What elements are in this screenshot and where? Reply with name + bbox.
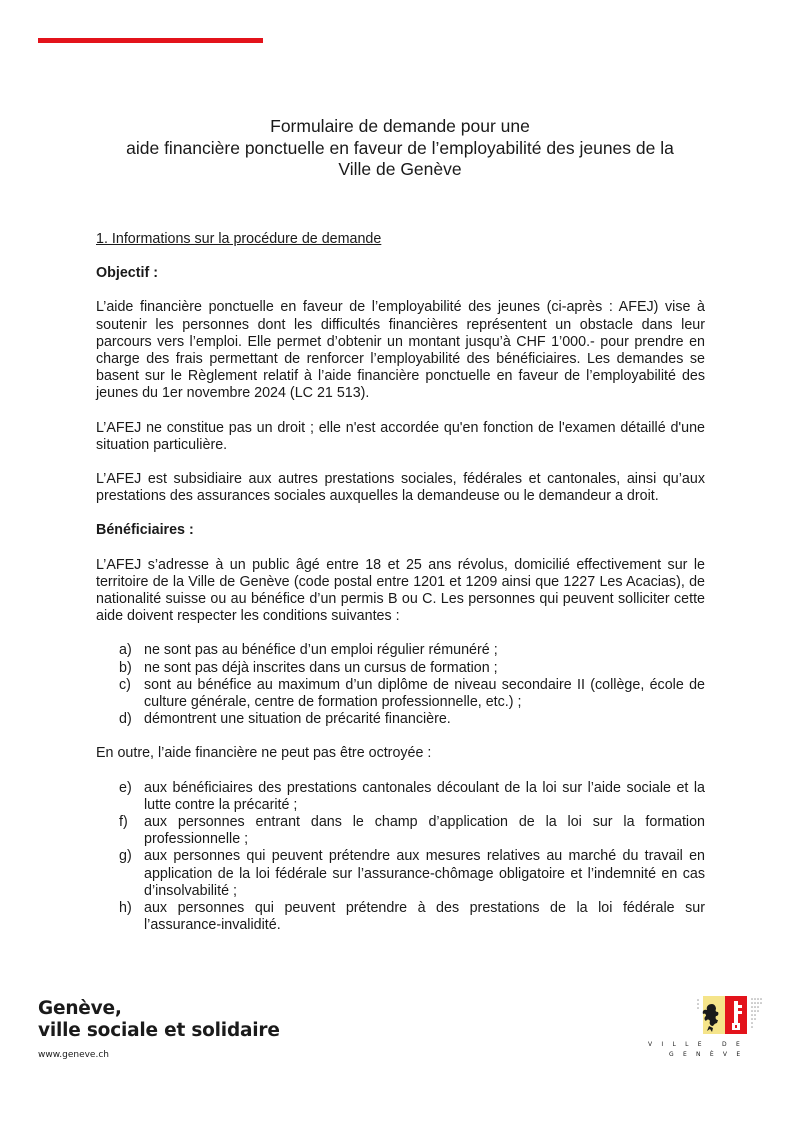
beneficiaires-heading: Bénéficiaires : [96, 522, 194, 539]
list-item [119, 900, 705, 934]
beneficiaires-intro: L’AFEJ s’adresse à un public âgé entre 18 et 25 ans révolus, domicilié effectivement sur le territoire de la Ville de Genève (code postal entre 1201 et 1209 ainsi que 1227 Les Acacias), de nationalité suisse ou au bénéfice d’un permis B ou C. Les personnes qui peuvent solliciter cette aide doivent respecter les conditions suivantes : [96, 556, 705, 625]
list-item-text: aux bénéficiaires des prestations cantonales découlant de la loi sur l’aide sociale et la lutte contre la précarité ; [144, 779, 705, 813]
objectif-heading: Objectif : [96, 265, 158, 282]
exclusions-intro: En outre, l’aide financière ne peut pas être octroyée : [96, 745, 432, 762]
list-item [119, 677, 705, 711]
logo-text-ville-de: VILLE DE [648, 1041, 750, 1048]
exclusions-list [119, 780, 705, 935]
footer-slogan-line-1: Genève, [38, 998, 122, 1019]
footer-slogan [38, 998, 280, 1042]
list-item-text: démontrent une situation de précarité financière. [144, 711, 451, 728]
list-item-letter: h) [119, 900, 132, 917]
list-item [119, 711, 705, 728]
list-item-letter: e) [119, 779, 132, 796]
objectif-paragraph-1: L’aide financière ponctuelle en faveur de l’employabilité des jeunes (ci-après : AFEJ) vise à soutenir les personnes dont les difficultés financières représentent un obstacle dans leur parcours vers l’emploi. Elle permet d’obtenir un montant jusqu’à CHF 1’000.- pour prendre en charge des frais permettant de renforcer l’employabilité des bénéficiaires. Les demandes se basent sur le Règlement relatif à l’aide financière ponctuelle en faveur de l’employabilité des jeunes du 1er novembre 2024 (LC 21 513). [96, 299, 705, 402]
list-item [119, 642, 705, 659]
list-item [119, 780, 705, 814]
list-item-letter: d) [119, 711, 132, 728]
list-item-text: ne sont pas au bénéfice d’un emploi régulier rémunéré ; [144, 642, 498, 659]
list-item-text: sont au bénéfice au maximum d’un diplôme de niveau secondaire II (collège, école de culture générale, centre de formation professionnelle, etc.) ; [144, 676, 705, 711]
list-item-letter: b) [119, 659, 132, 676]
footer-url: www.geneve.ch [38, 1050, 109, 1060]
document-title [60, 116, 740, 181]
title-line-2: aide financière ponctuelle en faveur de l’employabilité des jeunes de la [126, 137, 674, 158]
list-item-letter: f) [119, 814, 128, 831]
list-item [119, 660, 705, 677]
title-line-1: Formulaire de demande pour une [270, 116, 530, 136]
list-item-text: aux personnes qui peuvent prétendre à des prestations de la loi fédérale sur l’assurance-invalidité. [144, 900, 705, 934]
objectif-paragraph-3: L’AFEJ est subsidiaire aux autres prestations sociales, fédérales et cantonales, ainsi qu’aux prestations des assurances sociales auxquelles la demandeuse ou le demandeur a droit. [96, 471, 705, 505]
conditions-list [119, 642, 705, 728]
section-heading: 1. Informations sur la procédure de demande [96, 231, 382, 247]
objectif-paragraph-2: L’AFEJ ne constitue pas un droit ; elle n'est accordée qu'en fonction de l'examen détaillé d'une situation particulière. [96, 419, 705, 453]
header-accent-bar [38, 38, 263, 43]
list-item-letter: g) [119, 848, 132, 865]
logo-text-geneve: GENÈVE [669, 1051, 750, 1058]
list-item [119, 848, 705, 900]
footer-slogan-line-2: ville sociale et solidaire [38, 1020, 280, 1041]
document-body [96, 231, 705, 952]
list-item-text: aux personnes entrant dans le champ d’application de la loi sur la formation professionnelle ; [144, 814, 705, 848]
title-line-3: Ville de Genève [338, 159, 462, 179]
list-item-letter: a) [119, 642, 132, 659]
list-item-letter: c) [119, 676, 131, 693]
list-item-text: ne sont pas déjà inscrites dans un cursus de formation ; [144, 659, 498, 676]
list-item-text: aux personnes qui peuvent prétendre aux mesures relatives au marché du travail en application de la loi fédérale sur l’assurance-chômage obligatoire et l’indemnité en cas d’insolvabilité ; [144, 848, 705, 899]
list-item [119, 814, 705, 848]
